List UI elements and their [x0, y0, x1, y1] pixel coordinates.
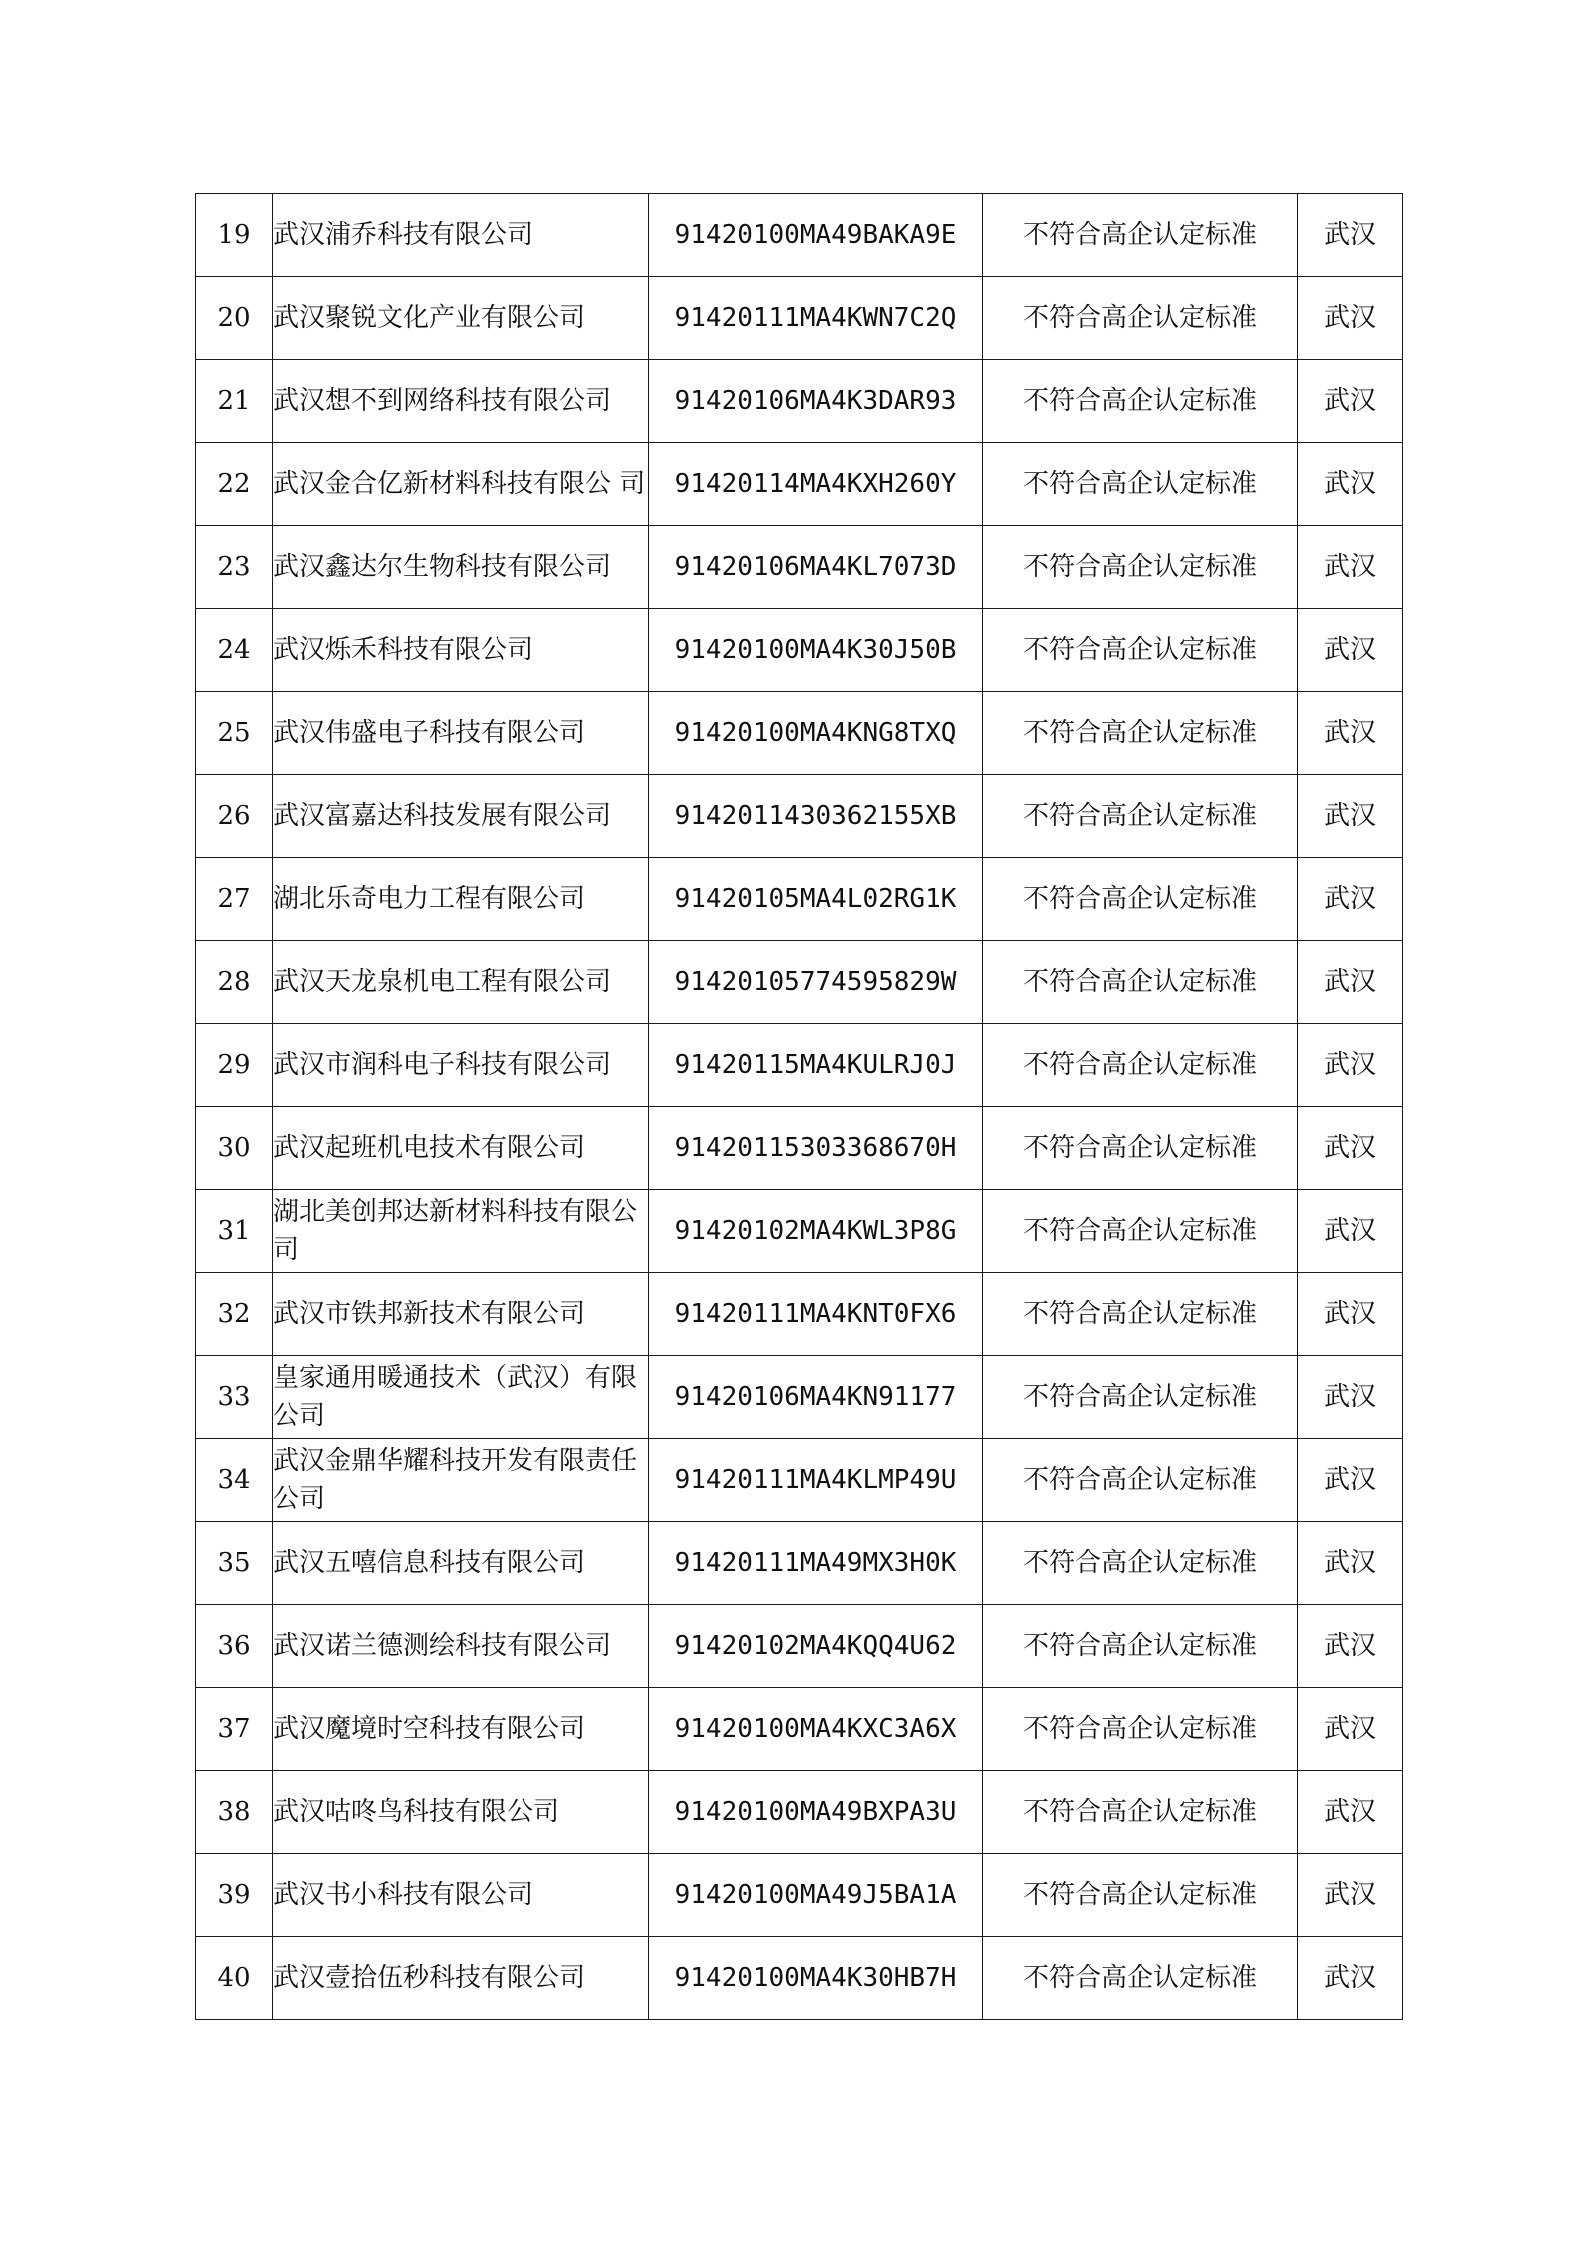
table-row: [196, 609, 1403, 692]
city: 武汉: [1298, 1771, 1403, 1854]
company-name: 武汉咕咚鸟科技有限公司: [273, 1797, 560, 1827]
table-row: [196, 443, 1403, 526]
reason: 不符合高企认定标准: [983, 858, 1298, 941]
reason: 不符合高企认定标准: [983, 1605, 1298, 1688]
city: 武汉: [1298, 194, 1403, 277]
city: 武汉: [1298, 1522, 1403, 1605]
company-name: 武汉书小科技有限公司: [273, 1880, 534, 1910]
credit-code: 91420106MA4KN91177: [649, 1356, 983, 1439]
credit-code: 91420100MA4KXC3A6X: [649, 1688, 983, 1771]
row-number: 34: [196, 1439, 273, 1522]
city: 武汉: [1298, 941, 1403, 1024]
company-name: 武汉天龙泉机电工程有限公司: [273, 967, 612, 997]
reason: 不符合高企认定标准: [983, 1439, 1298, 1522]
credit-code: 91420100MA49BAKA9E: [649, 194, 983, 277]
reason: 不符合高企认定标准: [983, 443, 1298, 526]
row-number: 38: [196, 1771, 273, 1854]
company-table: [195, 193, 1403, 2020]
credit-code: 91420102MA4KQQ4U62: [649, 1605, 983, 1688]
table-row: [196, 775, 1403, 858]
table-row: [196, 1937, 1403, 2020]
company-name: 武汉五嘻信息科技有限公司: [273, 1548, 586, 1578]
company-name: 武汉想不到网络科技有限公司: [273, 386, 612, 416]
table-row: [196, 1273, 1403, 1356]
row-number: 19: [196, 194, 273, 277]
credit-code: 91420111MA4KWN7C2Q: [649, 277, 983, 360]
city: 武汉: [1298, 1273, 1403, 1356]
table-row: [196, 1605, 1403, 1688]
city: 武汉: [1298, 692, 1403, 775]
company-name: 武汉金合亿新材料科技有限公 司: [273, 469, 646, 499]
company-name: 湖北美创邦达新材料科技有限公司: [273, 1197, 638, 1265]
row-number: 20: [196, 277, 273, 360]
credit-code: 91420105MA4L02RG1K: [649, 858, 983, 941]
credit-code: 9142011430362155XB: [649, 775, 983, 858]
credit-code: 91420100MA4K30HB7H: [649, 1937, 983, 2020]
table-row: [196, 1356, 1403, 1439]
credit-code: 91420114MA4KXH260Y: [649, 443, 983, 526]
company-name: 武汉金鼎华耀科技开发有限责任公司: [273, 1446, 638, 1514]
table-row: [196, 1439, 1403, 1522]
city: 武汉: [1298, 1439, 1403, 1522]
row-number: 21: [196, 360, 273, 443]
table-row: [196, 1107, 1403, 1190]
reason: 不符合高企认定标准: [983, 1024, 1298, 1107]
company-name: 武汉聚锐文化产业有限公司: [273, 303, 586, 333]
row-number: 28: [196, 941, 273, 1024]
row-number: 35: [196, 1522, 273, 1605]
credit-code: 91420111MA4KLMP49U: [649, 1439, 983, 1522]
credit-code: 91420111MA4KNT0FX6: [649, 1273, 983, 1356]
table-row: [196, 1854, 1403, 1937]
reason: 不符合高企认定标准: [983, 1688, 1298, 1771]
city: 武汉: [1298, 443, 1403, 526]
company-name: 武汉魔境时空科技有限公司: [273, 1714, 586, 1744]
credit-code: 91420100MA49BXPA3U: [649, 1771, 983, 1854]
company-name: 武汉诺兰德测绘科技有限公司: [273, 1631, 612, 1661]
city: 武汉: [1298, 1356, 1403, 1439]
reason: 不符合高企认定标准: [983, 1771, 1298, 1854]
table-row: [196, 1771, 1403, 1854]
row-number: 27: [196, 858, 273, 941]
table-row: [196, 194, 1403, 277]
table-row: [196, 692, 1403, 775]
row-number: 23: [196, 526, 273, 609]
credit-code: 91420106MA4K3DAR93: [649, 360, 983, 443]
company-name: 武汉伟盛电子科技有限公司: [273, 718, 586, 748]
reason: 不符合高企认定标准: [983, 692, 1298, 775]
reason: 不符合高企认定标准: [983, 360, 1298, 443]
row-number: 22: [196, 443, 273, 526]
city: 武汉: [1298, 775, 1403, 858]
city: 武汉: [1298, 1854, 1403, 1937]
table-row: [196, 1190, 1403, 1273]
reason: 不符合高企认定标准: [983, 277, 1298, 360]
credit-code: 91420115MA4KULRJ0J: [649, 1024, 983, 1107]
company-table-body: [196, 194, 1403, 2020]
company-name: 皇家通用暖通技术（武汉）有限公司: [273, 1363, 638, 1431]
reason: 不符合高企认定标准: [983, 1107, 1298, 1190]
reason: 不符合高企认定标准: [983, 1937, 1298, 2020]
reason: 不符合高企认定标准: [983, 1356, 1298, 1439]
city: 武汉: [1298, 1107, 1403, 1190]
reason: 不符合高企认定标准: [983, 1522, 1298, 1605]
reason: 不符合高企认定标准: [983, 1854, 1298, 1937]
company-name: 武汉市润科电子科技有限公司: [273, 1050, 612, 1080]
credit-code: 91420111MA49MX3H0K: [649, 1522, 983, 1605]
company-name: 武汉起班机电技术有限公司: [273, 1133, 586, 1163]
company-name: 武汉鑫达尔生物科技有限公司: [273, 552, 612, 582]
credit-code: 91420106MA4KL7073D: [649, 526, 983, 609]
credit-code: 91420100MA4K30J50B: [649, 609, 983, 692]
row-number: 36: [196, 1605, 273, 1688]
table-row: [196, 1522, 1403, 1605]
table-row: [196, 858, 1403, 941]
company-name: 武汉烁禾科技有限公司: [273, 635, 534, 665]
row-number: 25: [196, 692, 273, 775]
city: 武汉: [1298, 277, 1403, 360]
credit-code: 91420115303368670H: [649, 1107, 983, 1190]
reason: 不符合高企认定标准: [983, 609, 1298, 692]
credit-code: 91420105774595829W: [649, 941, 983, 1024]
reason: 不符合高企认定标准: [983, 941, 1298, 1024]
table-row: [196, 277, 1403, 360]
city: 武汉: [1298, 1937, 1403, 2020]
table-row: [196, 1024, 1403, 1107]
city: 武汉: [1298, 1190, 1403, 1273]
company-name: 武汉浦乔科技有限公司: [273, 220, 534, 250]
row-number: 30: [196, 1107, 273, 1190]
row-number: 32: [196, 1273, 273, 1356]
company-name: 武汉富嘉达科技发展有限公司: [273, 801, 612, 831]
row-number: 24: [196, 609, 273, 692]
city: 武汉: [1298, 526, 1403, 609]
city: 武汉: [1298, 360, 1403, 443]
company-name: 武汉壹拾伍秒科技有限公司: [273, 1963, 586, 1993]
credit-code: 91420100MA4KNG8TXQ: [649, 692, 983, 775]
company-name: 武汉市铁邦新技术有限公司: [273, 1299, 586, 1329]
credit-code: 91420102MA4KWL3P8G: [649, 1190, 983, 1273]
city: 武汉: [1298, 1024, 1403, 1107]
reason: 不符合高企认定标准: [983, 526, 1298, 609]
row-number: 31: [196, 1190, 273, 1273]
row-number: 39: [196, 1854, 273, 1937]
row-number: 29: [196, 1024, 273, 1107]
table-row: [196, 1688, 1403, 1771]
reason: 不符合高企认定标准: [983, 1190, 1298, 1273]
city: 武汉: [1298, 609, 1403, 692]
reason: 不符合高企认定标准: [983, 775, 1298, 858]
company-name: 湖北乐奇电力工程有限公司: [273, 884, 586, 914]
city: 武汉: [1298, 1605, 1403, 1688]
row-number: 26: [196, 775, 273, 858]
table-row: [196, 941, 1403, 1024]
city: 武汉: [1298, 858, 1403, 941]
reason: 不符合高企认定标准: [983, 1273, 1298, 1356]
row-number: 40: [196, 1937, 273, 2020]
table-row: [196, 360, 1403, 443]
credit-code: 91420100MA49J5BA1A: [649, 1854, 983, 1937]
reason: 不符合高企认定标准: [983, 194, 1298, 277]
row-number: 33: [196, 1356, 273, 1439]
row-number: 37: [196, 1688, 273, 1771]
city: 武汉: [1298, 1688, 1403, 1771]
table-row: [196, 526, 1403, 609]
